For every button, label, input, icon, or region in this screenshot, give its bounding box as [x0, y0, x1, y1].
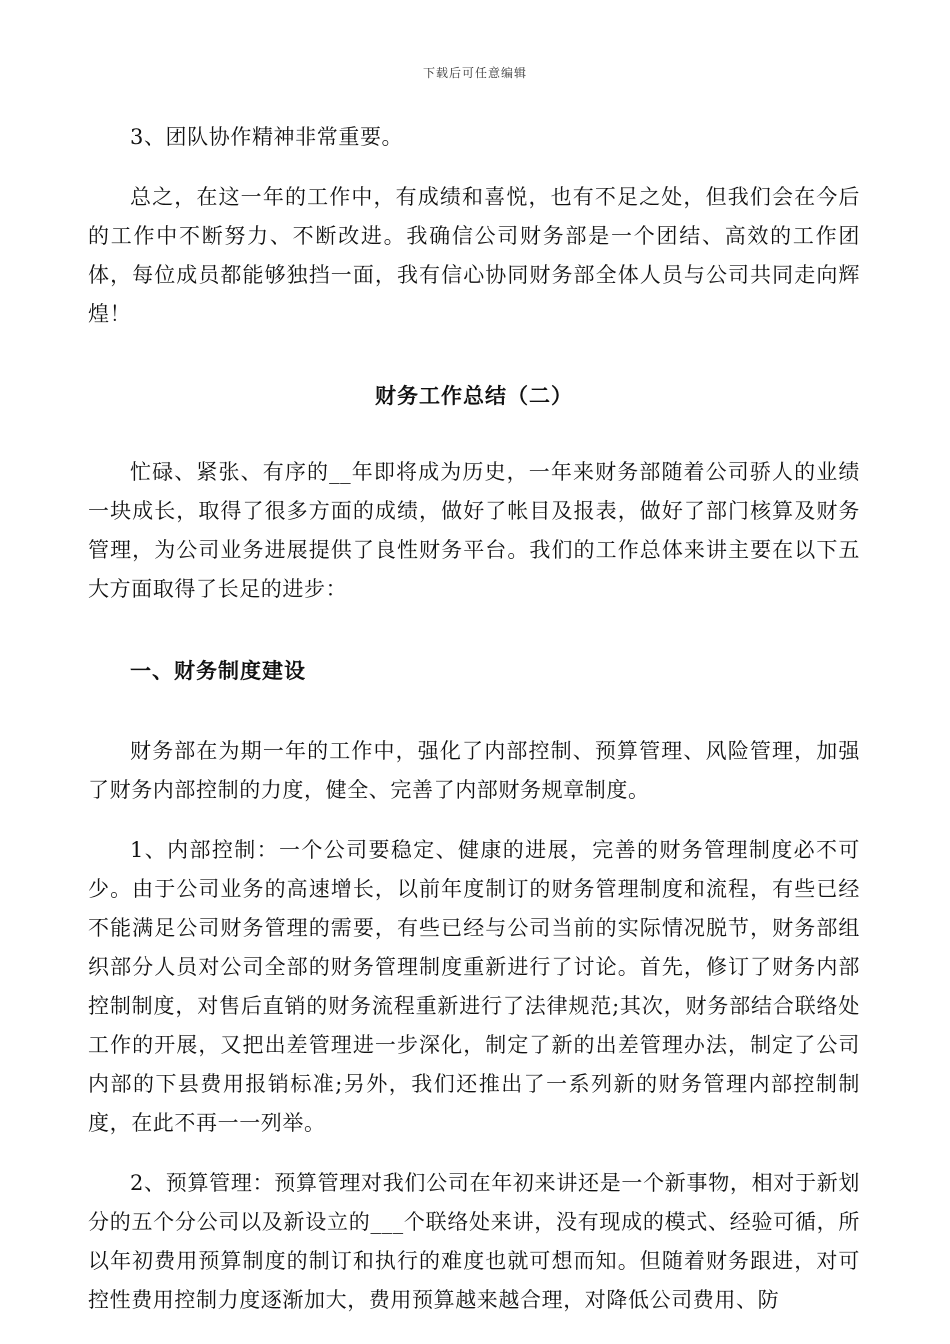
page-header: 下载后可任意编辑: [422, 66, 527, 80]
paragraph-conclusion: 总之，在这一年的工作中，有成绩和喜悦，也有不足之处，但我们会在今后的工作中不断努力、不断改进。我确信公司财务部是一个团结、高效的工作团体，每位成员都能够独挡一面，我有信心协同财务部全体人员与公司共同走向辉煌！: [88, 185, 860, 326]
paragraph-budget-management: 2、预算管理：预算管理对我们公司在年初来讲还是一个新事物，相对于新划分的五个分公司以及新设立的___个联络处来讲，没有现成的模式、经验可循，所以年初费用预算制度的制订和执行的难度也就可想而知。但随着财务跟进，对可控性费用控制力度逐渐加大，费用预算越来越合理，对降低公司费用、防: [88, 1171, 860, 1312]
paragraph-intro: 忙碌、紧张、有序的__年即将成为历史，一年来财务部随着公司骄人的业绩一块成长，取得了很多方面的成绩，做好了帐目及报表，做好了部门核算及财务管理，为公司业务进展提供了良性财务平台。我们的工作总体来讲主要在以下五大方面取得了长足的进步：: [88, 460, 860, 601]
paragraph-teamwork: 3、团队协作精神非常重要。: [130, 125, 404, 149]
paragraph-controls: 财务部在为期一年的工作中，强化了内部控制、预算管理、风险管理，加强了财务内部控制的力度，健全、完善了内部财务规章制度。: [88, 739, 860, 802]
document-body: [88, 118, 860, 1320]
document-title: 财务工作总结（二）: [375, 383, 573, 408]
section-heading-financial-system: 一、财务制度建设: [130, 658, 306, 683]
paragraph-internal-control: 1、内部控制：一个公司要稳定、健康的进展，完善的财务管理制度必不可少。由于公司业务的高速增长，以前年度制订的财务管理制度和流程，有些已经不能满足公司财务管理的需要，有些已经与公司当前的实际情况脱节，财务部组织部分人员对公司全部的财务管理制度重新进行了讨论。首先，修订了财务内部控制制度，对售后直销的财务流程重新进行了法律规范;其次，财务部结合联络处工作的开展，又把出差管理进一步深化，制定了新的出差管理办法，制定了公司内部的下县费用报销标准;另外，我们还推出了一系列新的财务管理内部控制制度，在此不再一一列举。: [88, 838, 860, 1135]
